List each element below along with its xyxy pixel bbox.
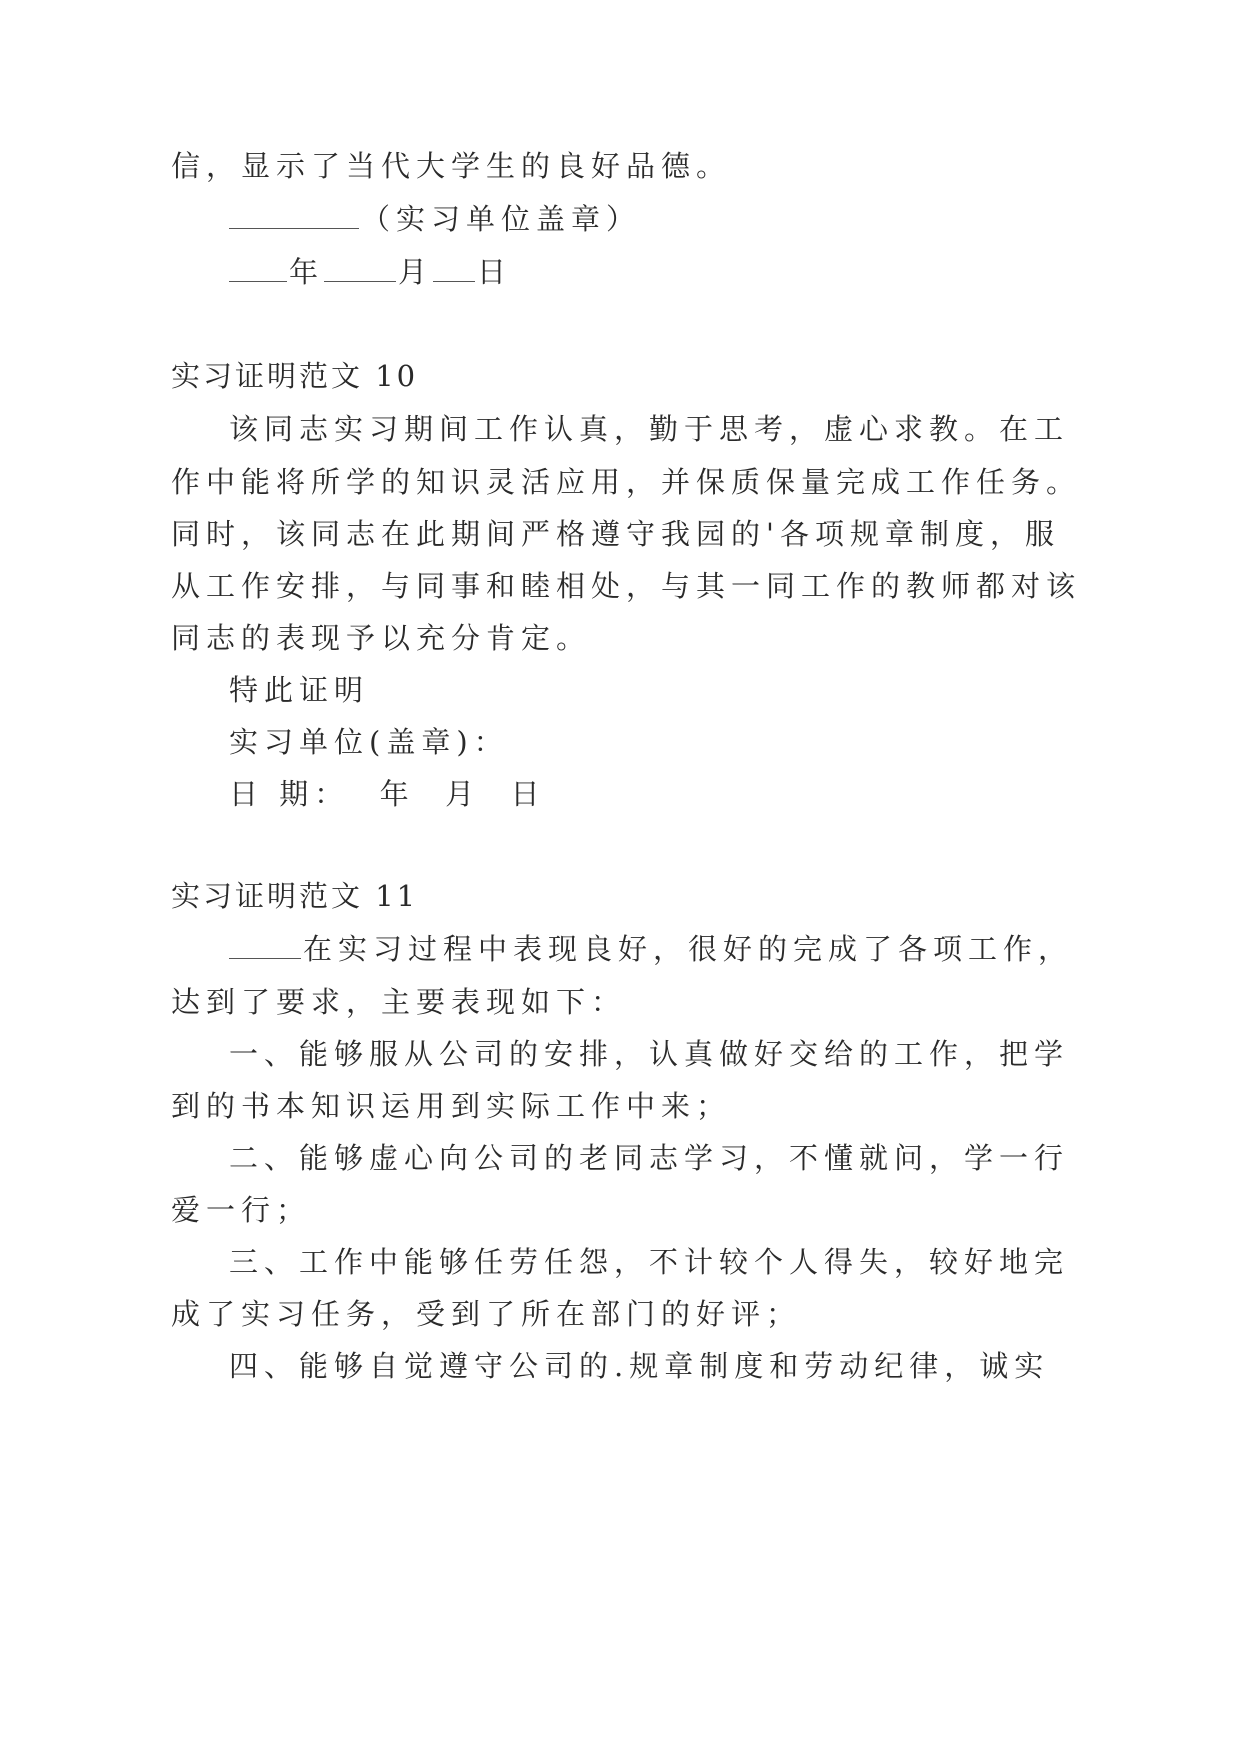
paragraph-line: 达到了要求，主要表现如下： [171, 985, 627, 1019]
paragraph-line: 该同志实习期间工作认真，勤于思考，虚心求教。在工 [229, 412, 1070, 446]
unit-seal-label: 实习单位(盖章)： [229, 725, 509, 759]
paragraph-line: 从工作安排，与同事和睦相处，与其一同工作的教师都对该 [171, 569, 1082, 603]
section-heading: 实习证明范文 10 [171, 359, 419, 393]
blank-underline [229, 206, 359, 229]
list-item-line: 二、能够虚心向公司的老同志学习，不懂就问，学一行 [229, 1141, 1070, 1175]
section-heading: 实习证明范文 11 [171, 879, 419, 913]
date-line [229, 252, 512, 292]
intro-line [229, 929, 1073, 969]
blank-underline [229, 936, 301, 959]
list-item-line: 一、能够服从公司的安排，认真做好交给的工作，把学 [229, 1037, 1070, 1071]
seal-line [229, 199, 641, 239]
date-year-label: 年 [289, 255, 325, 289]
paragraph-line: 作中能将所学的知识灵活应用，并保质保量完成工作任务。 [171, 465, 1082, 499]
paragraph-line: 同时，该同志在此期间严格遵守我园的'各项规章制度，服 [171, 517, 1060, 551]
list-item-line: 爱一行； [171, 1193, 312, 1227]
blank-underline [433, 259, 475, 282]
date-day-label: 日 [477, 255, 513, 289]
intro-text: 在实习过程中表现良好，很好的完成了各项工作， [303, 932, 1074, 966]
seal-label: （实习单位盖章） [361, 202, 642, 236]
list-item-line: 成了实习任务，受到了所在部门的好评； [171, 1297, 802, 1331]
blank-underline [229, 259, 287, 282]
paragraph-line: 信，显示了当代大学生的良好品德。 [171, 149, 732, 183]
list-item-line: 三、工作中能够任劳任怨，不计较个人得失，较好地完 [229, 1245, 1070, 1279]
paragraph-line: 同志的表现予以充分肯定。 [171, 621, 592, 655]
list-item-line: 四、能够自觉遵守公司的.规章制度和劳动纪律，诚实 [229, 1349, 1050, 1383]
list-item-line: 到的书本知识运用到实际工作中来； [171, 1089, 732, 1123]
closing-text: 特此证明 [229, 673, 370, 707]
date-label: 日 期： 年 月 日 [229, 777, 546, 811]
date-month-label: 月 [398, 255, 434, 289]
blank-underline [324, 259, 396, 282]
